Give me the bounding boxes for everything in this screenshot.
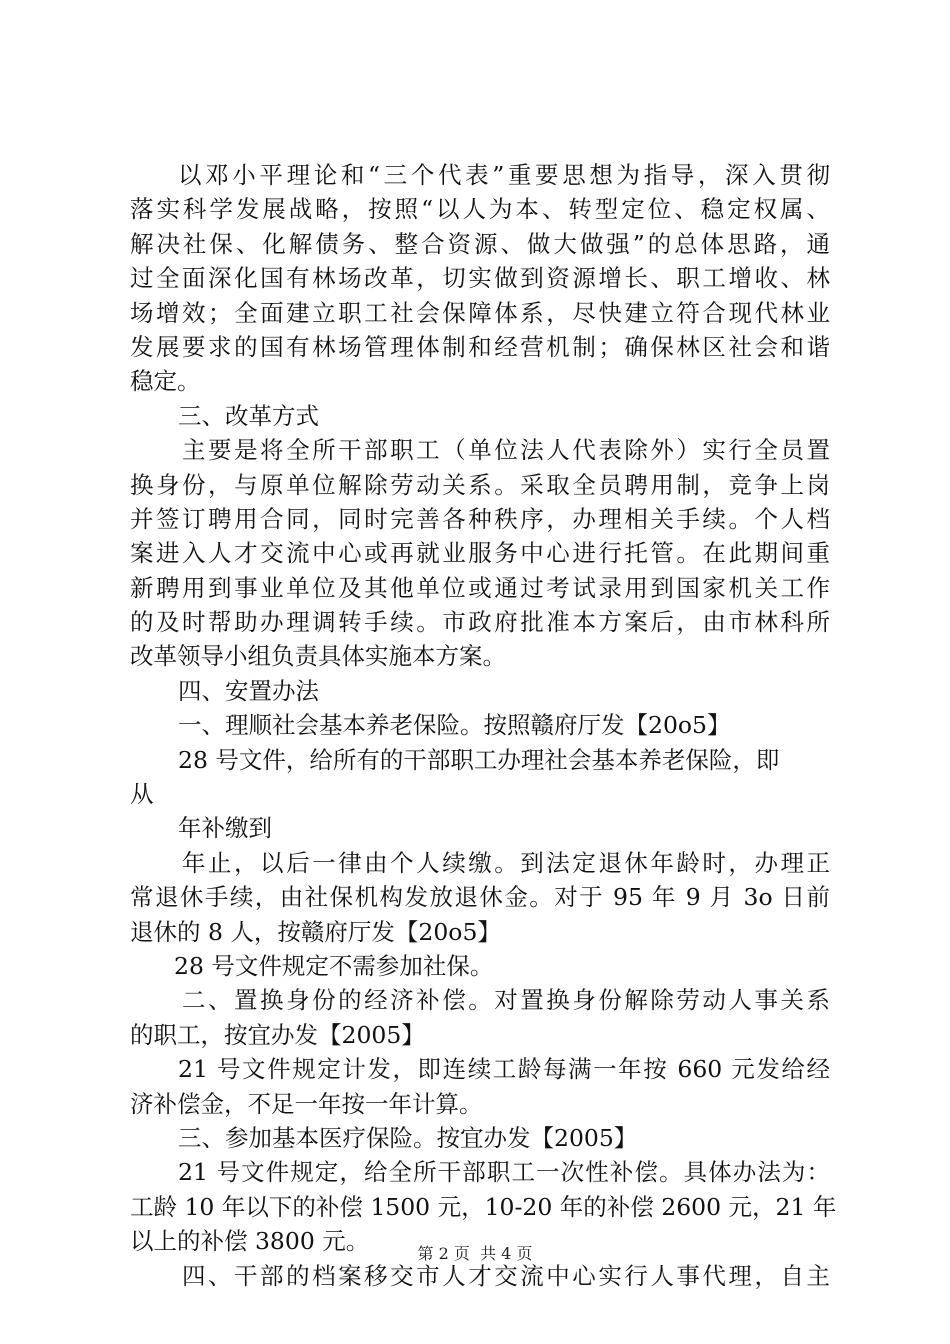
paragraph-line: 的及时帮助办理调转手续。市政府批准本方案后，由市林科所 bbox=[130, 608, 830, 637]
paragraph-line: 稳定。 bbox=[130, 367, 201, 396]
paragraph-line: 21 号文件规定计发，即连续工龄每满一年按 660 元发给经 bbox=[178, 1055, 830, 1084]
paragraph-line: 四、干部的档案移交市人才交流中心实行人事代理，自主 bbox=[182, 1261, 830, 1290]
section-heading: 四、安置办法 bbox=[178, 676, 319, 705]
paragraph-line: 发展要求的国有林场管理体制和经营机制；确保林区社会和谐 bbox=[130, 332, 830, 361]
paragraph-line: 常退休手续，由社保机构发放退休金。对于 95 年 9 月 3o 日前 bbox=[130, 883, 830, 912]
page-number-label: 第 2 页 共 4 页 bbox=[417, 1244, 533, 1263]
paragraph-line: 年止，以后一律由个人续缴。到法定退休年龄时，办理正 bbox=[182, 848, 830, 877]
page-footer bbox=[0, 1244, 950, 1264]
paragraph-line: 换身份，与原单位解除劳动关系。采取全员聘用制，竞争上岗 bbox=[130, 470, 830, 499]
paragraph-line: 新聘用到事业单位及其他单位或通过考试录用到国家机关工作 bbox=[130, 573, 830, 602]
paragraph-line: 一、理顺社会基本养老保险。按照赣府厅发【20o5】 bbox=[178, 711, 731, 740]
paragraph-line: 解决社保、化解债务、整合资源、做大做强”的总体思路，通 bbox=[130, 229, 830, 258]
paragraph-line: 的职工，按宜办发【2005】 bbox=[130, 1020, 425, 1049]
paragraph-line: 年补缴到 bbox=[178, 814, 272, 843]
paragraph-line: 退休的 8 人，按赣府厅发【20o5】 bbox=[130, 917, 501, 946]
paragraph-line: 21 号文件规定，给全所干部职工一次性补偿。具体办法为： bbox=[178, 1158, 830, 1187]
paragraph-line: 场增效；全面建立职工社会保障体系，尽快建立符合现代林业 bbox=[130, 298, 830, 327]
section-heading: 三、改革方式 bbox=[178, 401, 319, 430]
paragraph-line: 以邓小平理论和“三个代表”重要思想为指导，深入贯彻 bbox=[178, 161, 830, 189]
paragraph-line: 二、置换身份的经济补偿。对置换身份解除劳动人事关系 bbox=[182, 986, 830, 1015]
paragraph-line: 并签订聘用合同，同时完善各种秩序，办理相关手续。个人档 bbox=[130, 504, 830, 533]
body-text bbox=[130, 158, 837, 1293]
paragraph-line: 28 号文件规定不需参加社保。 bbox=[174, 951, 494, 980]
paragraph-line: 过全面深化国有林场改革，切实做到资源增长、职工增收、林 bbox=[130, 264, 830, 293]
paragraph-line: 案进入人才交流中心或再就业服务中心进行托管。在此期间重 bbox=[130, 539, 830, 568]
paragraph-line: 三、参加基本医疗保险。按宜办发【2005】 bbox=[178, 1123, 638, 1152]
paragraph-line: 主要是将全所干部职工（单位法人代表除外）实行全员置 bbox=[182, 436, 830, 465]
paragraph-line: 以上的补偿 3800 元。 bbox=[130, 1227, 370, 1256]
paragraph-line: 工龄 10 年以下的补偿 1500 元，10-20 年的补偿 2600 元，21 年 bbox=[130, 1192, 837, 1221]
paragraph-line: 从 bbox=[130, 780, 154, 809]
paragraph-line: 28 号文件，给所有的干部职工办理社会基本养老保险，即 bbox=[178, 745, 780, 774]
paragraph-line: 济补偿金，不足一年按一年计算。 bbox=[130, 1089, 483, 1118]
paragraph-line: 改革领导小组负责具体实施本方案。 bbox=[130, 642, 506, 671]
paragraph-line: 落实科学发展战略，按照“以人为本、转型定位、稳定权属、 bbox=[130, 195, 830, 224]
